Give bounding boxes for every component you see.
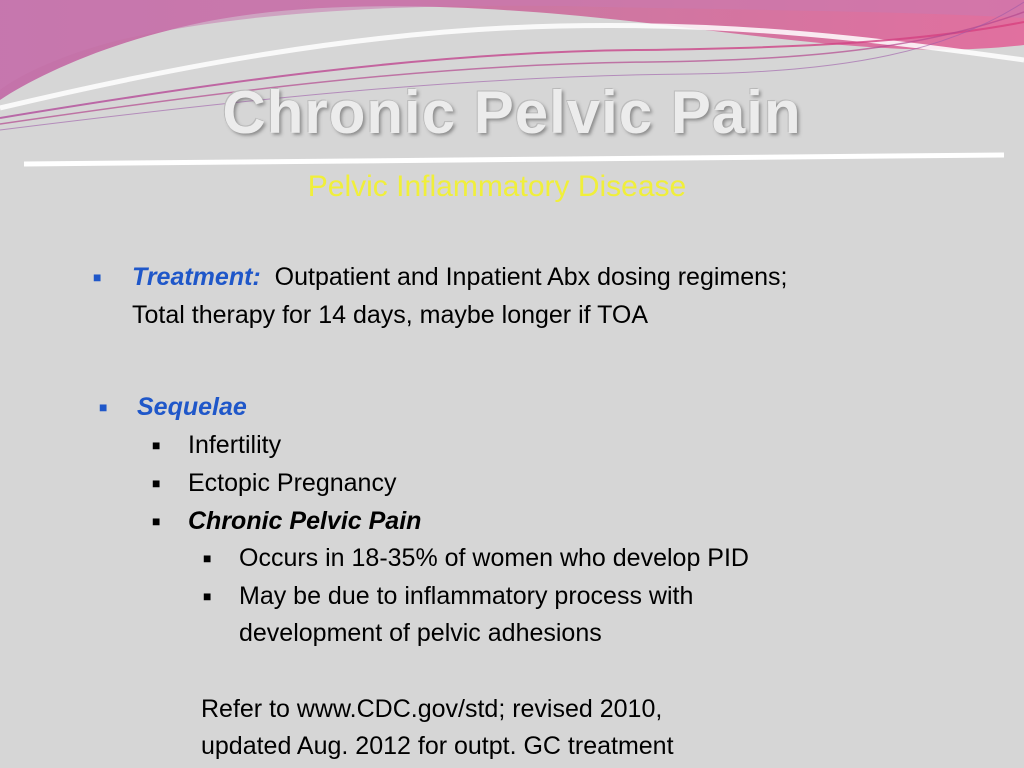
sequelae-item: Infertility — [188, 431, 282, 459]
treatment-text-line2: Total therapy for 14 days, maybe longer if TOA — [132, 301, 649, 329]
treatment-text-line1: Outpatient and Inpatient Abx dosing regimens; — [274, 263, 788, 291]
sub-item-continuation: development of pelvic adhesions — [239, 619, 602, 647]
square-bullet-icon: ■ — [93, 269, 102, 285]
square-bullet-icon: ■ — [152, 475, 161, 491]
treatment-label: Treatment: — [132, 263, 261, 291]
sequelae-label: Sequelae — [137, 393, 247, 421]
square-bullet-icon: ■ — [203, 588, 212, 604]
square-bullet-icon: ■ — [152, 513, 161, 529]
title-underline — [24, 155, 1004, 164]
slide-title: Chronic Pelvic Pain — [222, 79, 802, 146]
sub-item: Occurs in 18-35% of women who develop PID — [239, 544, 749, 572]
square-bullet-icon: ■ — [203, 550, 212, 566]
sub-item: May be due to inflammatory process with — [239, 582, 694, 610]
square-bullet-icon: ■ — [152, 437, 161, 453]
square-bullet-icon: ■ — [99, 399, 108, 415]
treatment-bullet — [132, 258, 788, 296]
sequelae-item: Chronic Pelvic Pain — [188, 507, 422, 535]
reference-line: updated Aug. 2012 for outpt. GC treatment — [201, 732, 674, 760]
sequelae-item: Ectopic Pregnancy — [188, 469, 397, 497]
slide-subtitle: Pelvic Inflammatory Disease — [307, 170, 687, 203]
reference-line: Refer to www.CDC.gov/std; revised 2010, — [201, 695, 663, 723]
